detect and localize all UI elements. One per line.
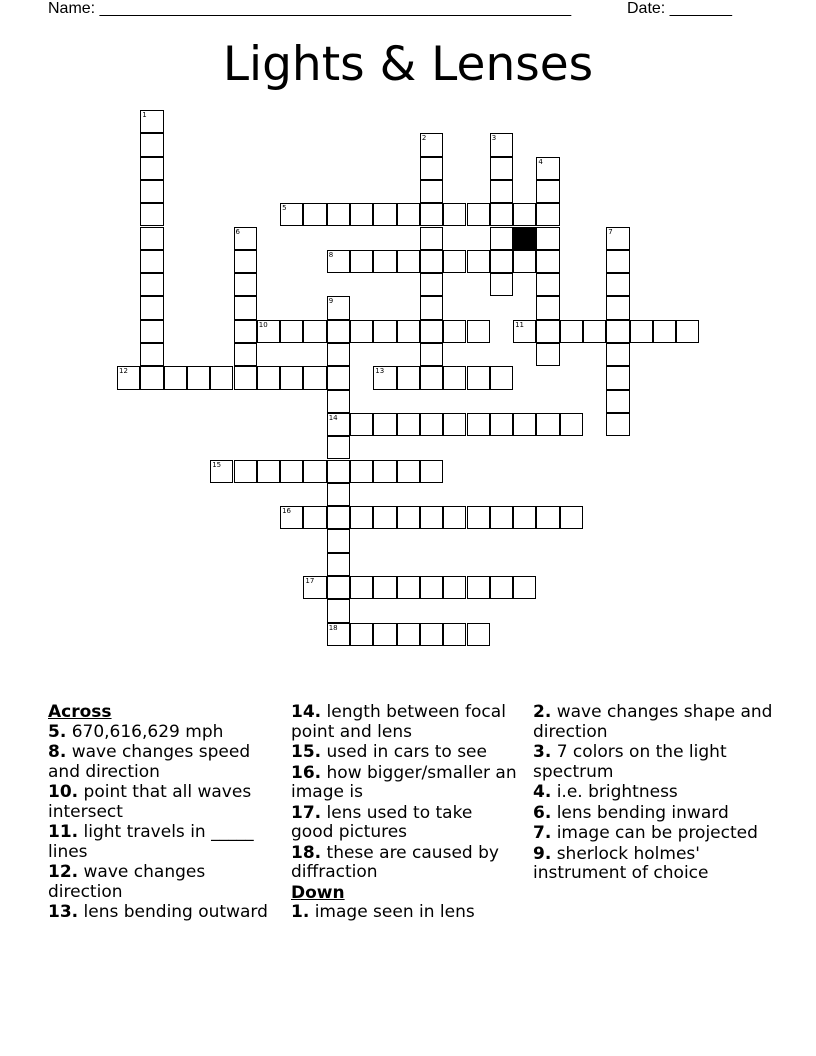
grid-cell[interactable] <box>327 366 350 389</box>
grid-cell[interactable] <box>373 203 396 226</box>
grid-cell[interactable] <box>140 157 163 180</box>
grid-cell[interactable] <box>303 506 326 529</box>
grid-cell[interactable] <box>257 320 280 343</box>
grid-cell[interactable] <box>513 576 536 599</box>
grid-cell[interactable] <box>327 203 350 226</box>
grid-cell[interactable] <box>397 576 420 599</box>
clue-number: 13 <box>375 367 385 376</box>
grid-cell[interactable] <box>373 506 396 529</box>
grid-cell[interactable] <box>327 250 350 273</box>
grid-cell[interactable] <box>327 576 350 599</box>
grid-cell[interactable] <box>327 390 350 413</box>
grid-cell[interactable] <box>420 506 443 529</box>
clue-number: 3 <box>491 134 497 143</box>
grid-cell[interactable] <box>397 366 420 389</box>
grid-cell[interactable] <box>140 110 163 133</box>
grid-cell[interactable] <box>490 227 513 250</box>
grid-cell[interactable] <box>560 413 583 436</box>
grid-cell[interactable] <box>397 203 420 226</box>
grid-cell[interactable] <box>490 413 513 436</box>
grid-cell[interactable] <box>397 460 420 483</box>
grid-cell[interactable] <box>327 343 350 366</box>
grid-cell[interactable] <box>140 227 163 250</box>
grid-cell[interactable] <box>140 343 163 366</box>
clue-across-16: 16. how bigger/smaller an image is <box>291 762 517 802</box>
grid-cell[interactable] <box>210 366 233 389</box>
grid-cell[interactable] <box>373 460 396 483</box>
grid-cell[interactable] <box>327 436 350 459</box>
grid-cell[interactable] <box>513 506 536 529</box>
grid-cell[interactable] <box>536 273 559 296</box>
clue-number: 5 <box>282 204 287 213</box>
grid-cell[interactable] <box>350 460 373 483</box>
grid-cell[interactable] <box>373 413 396 436</box>
grid-cell[interactable] <box>234 227 257 250</box>
grid-cell[interactable] <box>234 320 257 343</box>
grid-cell[interactable] <box>676 320 699 343</box>
grid-cell[interactable] <box>420 227 443 250</box>
grid-cell[interactable] <box>467 203 490 226</box>
grid-cell[interactable] <box>373 250 396 273</box>
clue-across-8: 8. wave changes speed and direction <box>48 742 251 782</box>
grid-cell[interactable] <box>350 203 373 226</box>
grid-cell[interactable] <box>606 413 629 436</box>
clue-down-9: 9. sherlock holmes' instrument of choice <box>533 843 709 883</box>
grid-cell[interactable] <box>303 460 326 483</box>
grid-cell[interactable] <box>420 343 443 366</box>
grid-cell[interactable] <box>606 296 629 319</box>
grid-cell[interactable] <box>327 296 350 319</box>
grid-cell[interactable] <box>303 203 326 226</box>
clue-number: 1 <box>142 111 147 119</box>
grid-cell[interactable] <box>443 320 466 343</box>
grid-cell[interactable] <box>350 320 373 343</box>
grid-cell[interactable] <box>280 320 303 343</box>
grid-cell[interactable] <box>467 576 490 599</box>
grid-cell[interactable] <box>513 320 536 343</box>
grid-cell[interactable] <box>490 506 513 529</box>
grid-cell[interactable] <box>164 366 187 389</box>
clue-down-1: 1. image seen in lens <box>291 902 475 922</box>
grid-cell[interactable] <box>630 320 653 343</box>
grid-cell[interactable] <box>140 133 163 156</box>
grid-cell[interactable] <box>490 157 513 180</box>
clue-down-3: 3. 7 colors on the light spectrum <box>533 742 727 782</box>
clue-number: 9 <box>328 297 334 306</box>
grid-cell[interactable] <box>443 366 466 389</box>
grid-cell[interactable] <box>490 250 513 273</box>
grid-cell[interactable] <box>234 343 257 366</box>
clue-across-17: 17. lens used to take good pictures <box>291 802 473 842</box>
grid-cell[interactable] <box>327 320 350 343</box>
clue-across-5: 5. 670,616,629 mph <box>48 721 224 742</box>
clue-across-12: 12. wave changes direction <box>48 862 206 902</box>
grid-cell[interactable] <box>140 203 163 226</box>
grid-cell[interactable] <box>280 203 303 226</box>
clue-across-11: 11. light travels in _____ lines <box>48 822 254 862</box>
black-cell <box>513 227 536 250</box>
grid-cell[interactable] <box>420 320 443 343</box>
grid-cell[interactable] <box>443 506 466 529</box>
grid-cell[interactable] <box>583 320 606 343</box>
clue-number: 10 <box>258 320 268 329</box>
grid-cell[interactable] <box>140 320 163 343</box>
grid-cell[interactable] <box>280 506 303 529</box>
grid-cell[interactable] <box>420 157 443 180</box>
clue-number: 15 <box>212 460 222 469</box>
clue-column-1 <box>48 703 278 924</box>
grid-cell[interactable] <box>257 366 280 389</box>
grid-cell[interactable] <box>350 250 373 273</box>
grid-cell[interactable] <box>373 576 396 599</box>
grid-cell[interactable] <box>397 320 420 343</box>
grid-cell[interactable] <box>140 250 163 273</box>
grid-cell[interactable] <box>117 366 140 389</box>
down-heading: Down <box>291 882 345 903</box>
grid-cell[interactable] <box>560 320 583 343</box>
clue-down-4: 4. i.e. brightness <box>533 782 678 802</box>
clue-column-2 <box>291 703 517 924</box>
grid-cell[interactable] <box>420 273 443 296</box>
grid-cell[interactable] <box>234 250 257 273</box>
grid-cell[interactable] <box>490 273 513 296</box>
grid-cell[interactable] <box>420 366 443 389</box>
grid-cell[interactable] <box>234 296 257 319</box>
grid-cell[interactable] <box>420 623 443 646</box>
grid-cell[interactable] <box>327 529 350 552</box>
grid-cell[interactable] <box>606 390 629 413</box>
clue-number: 16 <box>282 507 292 516</box>
clue-number: 17 <box>305 577 315 585</box>
grid-cell[interactable] <box>536 343 559 366</box>
grid-cell[interactable] <box>536 320 559 343</box>
grid-cell[interactable] <box>536 157 559 180</box>
grid-cell[interactable] <box>560 506 583 529</box>
grid-cell[interactable] <box>187 366 210 389</box>
clue-across-14: 14. length between focal point and lens <box>291 702 506 742</box>
grid-cell[interactable] <box>443 250 466 273</box>
grid-cell[interactable] <box>467 320 490 343</box>
grid-cell[interactable] <box>490 576 513 599</box>
grid-cell[interactable] <box>606 320 629 343</box>
clue-across-10: 10. point that all waves intersect <box>48 782 252 822</box>
grid-cell[interactable] <box>420 180 443 203</box>
across-heading: Across <box>48 702 112 722</box>
grid-cell[interactable] <box>234 366 257 389</box>
clue-number: 4 <box>538 157 543 166</box>
grid-cell[interactable] <box>606 250 629 273</box>
grid-cell[interactable] <box>420 413 443 436</box>
grid-cell[interactable] <box>280 460 303 483</box>
grid-cell[interactable] <box>327 623 350 646</box>
grid-cell[interactable] <box>467 506 490 529</box>
clue-number: 8 <box>328 250 334 259</box>
grid-cell[interactable] <box>397 623 420 646</box>
grid-cell[interactable] <box>303 366 326 389</box>
clue-across-13: 13. lens bending outward <box>48 902 268 922</box>
grid-cell[interactable] <box>420 576 443 599</box>
grid-cell[interactable] <box>397 506 420 529</box>
grid-cell[interactable] <box>327 413 350 436</box>
grid-cell[interactable] <box>490 203 513 226</box>
grid-cell[interactable] <box>606 273 629 296</box>
grid-cell[interactable] <box>536 227 559 250</box>
grid-cell[interactable] <box>490 180 513 203</box>
grid-cell[interactable] <box>257 460 280 483</box>
grid-cell[interactable] <box>536 296 559 319</box>
clue-number: 18 <box>328 623 338 632</box>
grid-cell[interactable] <box>606 343 629 366</box>
grid-cell[interactable] <box>280 366 303 389</box>
clue-across-18: 18. these are caused by diffraction <box>291 842 499 882</box>
grid-cell[interactable] <box>420 296 443 319</box>
clue-down-7: 7. image can be projected <box>533 823 758 843</box>
grid-cell[interactable] <box>373 320 396 343</box>
clue-number: 7 <box>608 227 613 236</box>
clue-number: 14 <box>328 413 338 422</box>
grid-cell[interactable] <box>443 576 466 599</box>
grid-cell[interactable] <box>327 599 350 622</box>
grid-cell[interactable] <box>653 320 676 343</box>
grid-cell[interactable] <box>327 483 350 506</box>
grid-cell[interactable] <box>140 366 163 389</box>
grid-cell[interactable] <box>350 623 373 646</box>
clue-number: 12 <box>119 367 128 376</box>
puzzle-title: Lights & Lenses <box>222 37 594 92</box>
grid-cell[interactable] <box>327 553 350 576</box>
clue-down-2: 2. wave changes shape and direction <box>533 702 773 742</box>
grid-cell[interactable] <box>467 250 490 273</box>
grid-cell[interactable] <box>397 250 420 273</box>
grid-cell[interactable] <box>536 180 559 203</box>
grid-cell[interactable] <box>303 576 326 599</box>
clue-down-6: 6. lens bending inward <box>533 802 729 823</box>
grid-cell[interactable] <box>420 250 443 273</box>
grid-cell[interactable] <box>140 180 163 203</box>
grid-cell[interactable] <box>350 576 373 599</box>
grid-cell[interactable] <box>140 296 163 319</box>
clue-number: 11 <box>515 320 525 329</box>
grid-cell[interactable] <box>350 413 373 436</box>
grid-cell[interactable] <box>606 366 629 389</box>
grid-cell[interactable] <box>536 203 559 226</box>
grid-cell[interactable] <box>513 250 536 273</box>
clue-across-15: 15. used in cars to see <box>291 742 487 762</box>
clue-number: 6 <box>235 227 240 236</box>
grid-cell[interactable] <box>443 623 466 646</box>
grid-cell[interactable] <box>513 413 536 436</box>
grid-cell[interactable] <box>234 460 257 483</box>
grid-cell[interactable] <box>373 623 396 646</box>
grid-cell[interactable] <box>210 460 233 483</box>
grid-cell[interactable] <box>303 320 326 343</box>
grid-cell[interactable] <box>513 203 536 226</box>
name-field[interactable]: Name: _____________________________________________________ <box>48 0 572 17</box>
grid-cell[interactable] <box>536 506 559 529</box>
grid-cell[interactable] <box>536 250 559 273</box>
grid-cell[interactable] <box>327 460 350 483</box>
grid-cell[interactable] <box>443 413 466 436</box>
grid-cell[interactable] <box>420 203 443 226</box>
grid-cell[interactable] <box>467 623 490 646</box>
grid-cell[interactable] <box>536 413 559 436</box>
grid-cell[interactable] <box>420 460 443 483</box>
grid-cell[interactable] <box>373 366 396 389</box>
grid-cell[interactable] <box>443 203 466 226</box>
grid-cell[interactable] <box>606 227 629 250</box>
clue-column-3 <box>533 703 773 885</box>
grid-cell[interactable] <box>397 413 420 436</box>
date-field[interactable]: Date: _______ <box>627 0 732 17</box>
grid-cell[interactable] <box>490 133 513 156</box>
grid-cell[interactable] <box>467 366 490 389</box>
grid-cell[interactable] <box>234 273 257 296</box>
grid-cell[interactable] <box>140 273 163 296</box>
grid-cell[interactable] <box>420 133 443 156</box>
grid-cell[interactable] <box>350 506 373 529</box>
grid-cell[interactable] <box>490 366 513 389</box>
grid-cell[interactable] <box>327 506 350 529</box>
grid-cell[interactable] <box>467 413 490 436</box>
clue-number: 2 <box>421 134 427 143</box>
